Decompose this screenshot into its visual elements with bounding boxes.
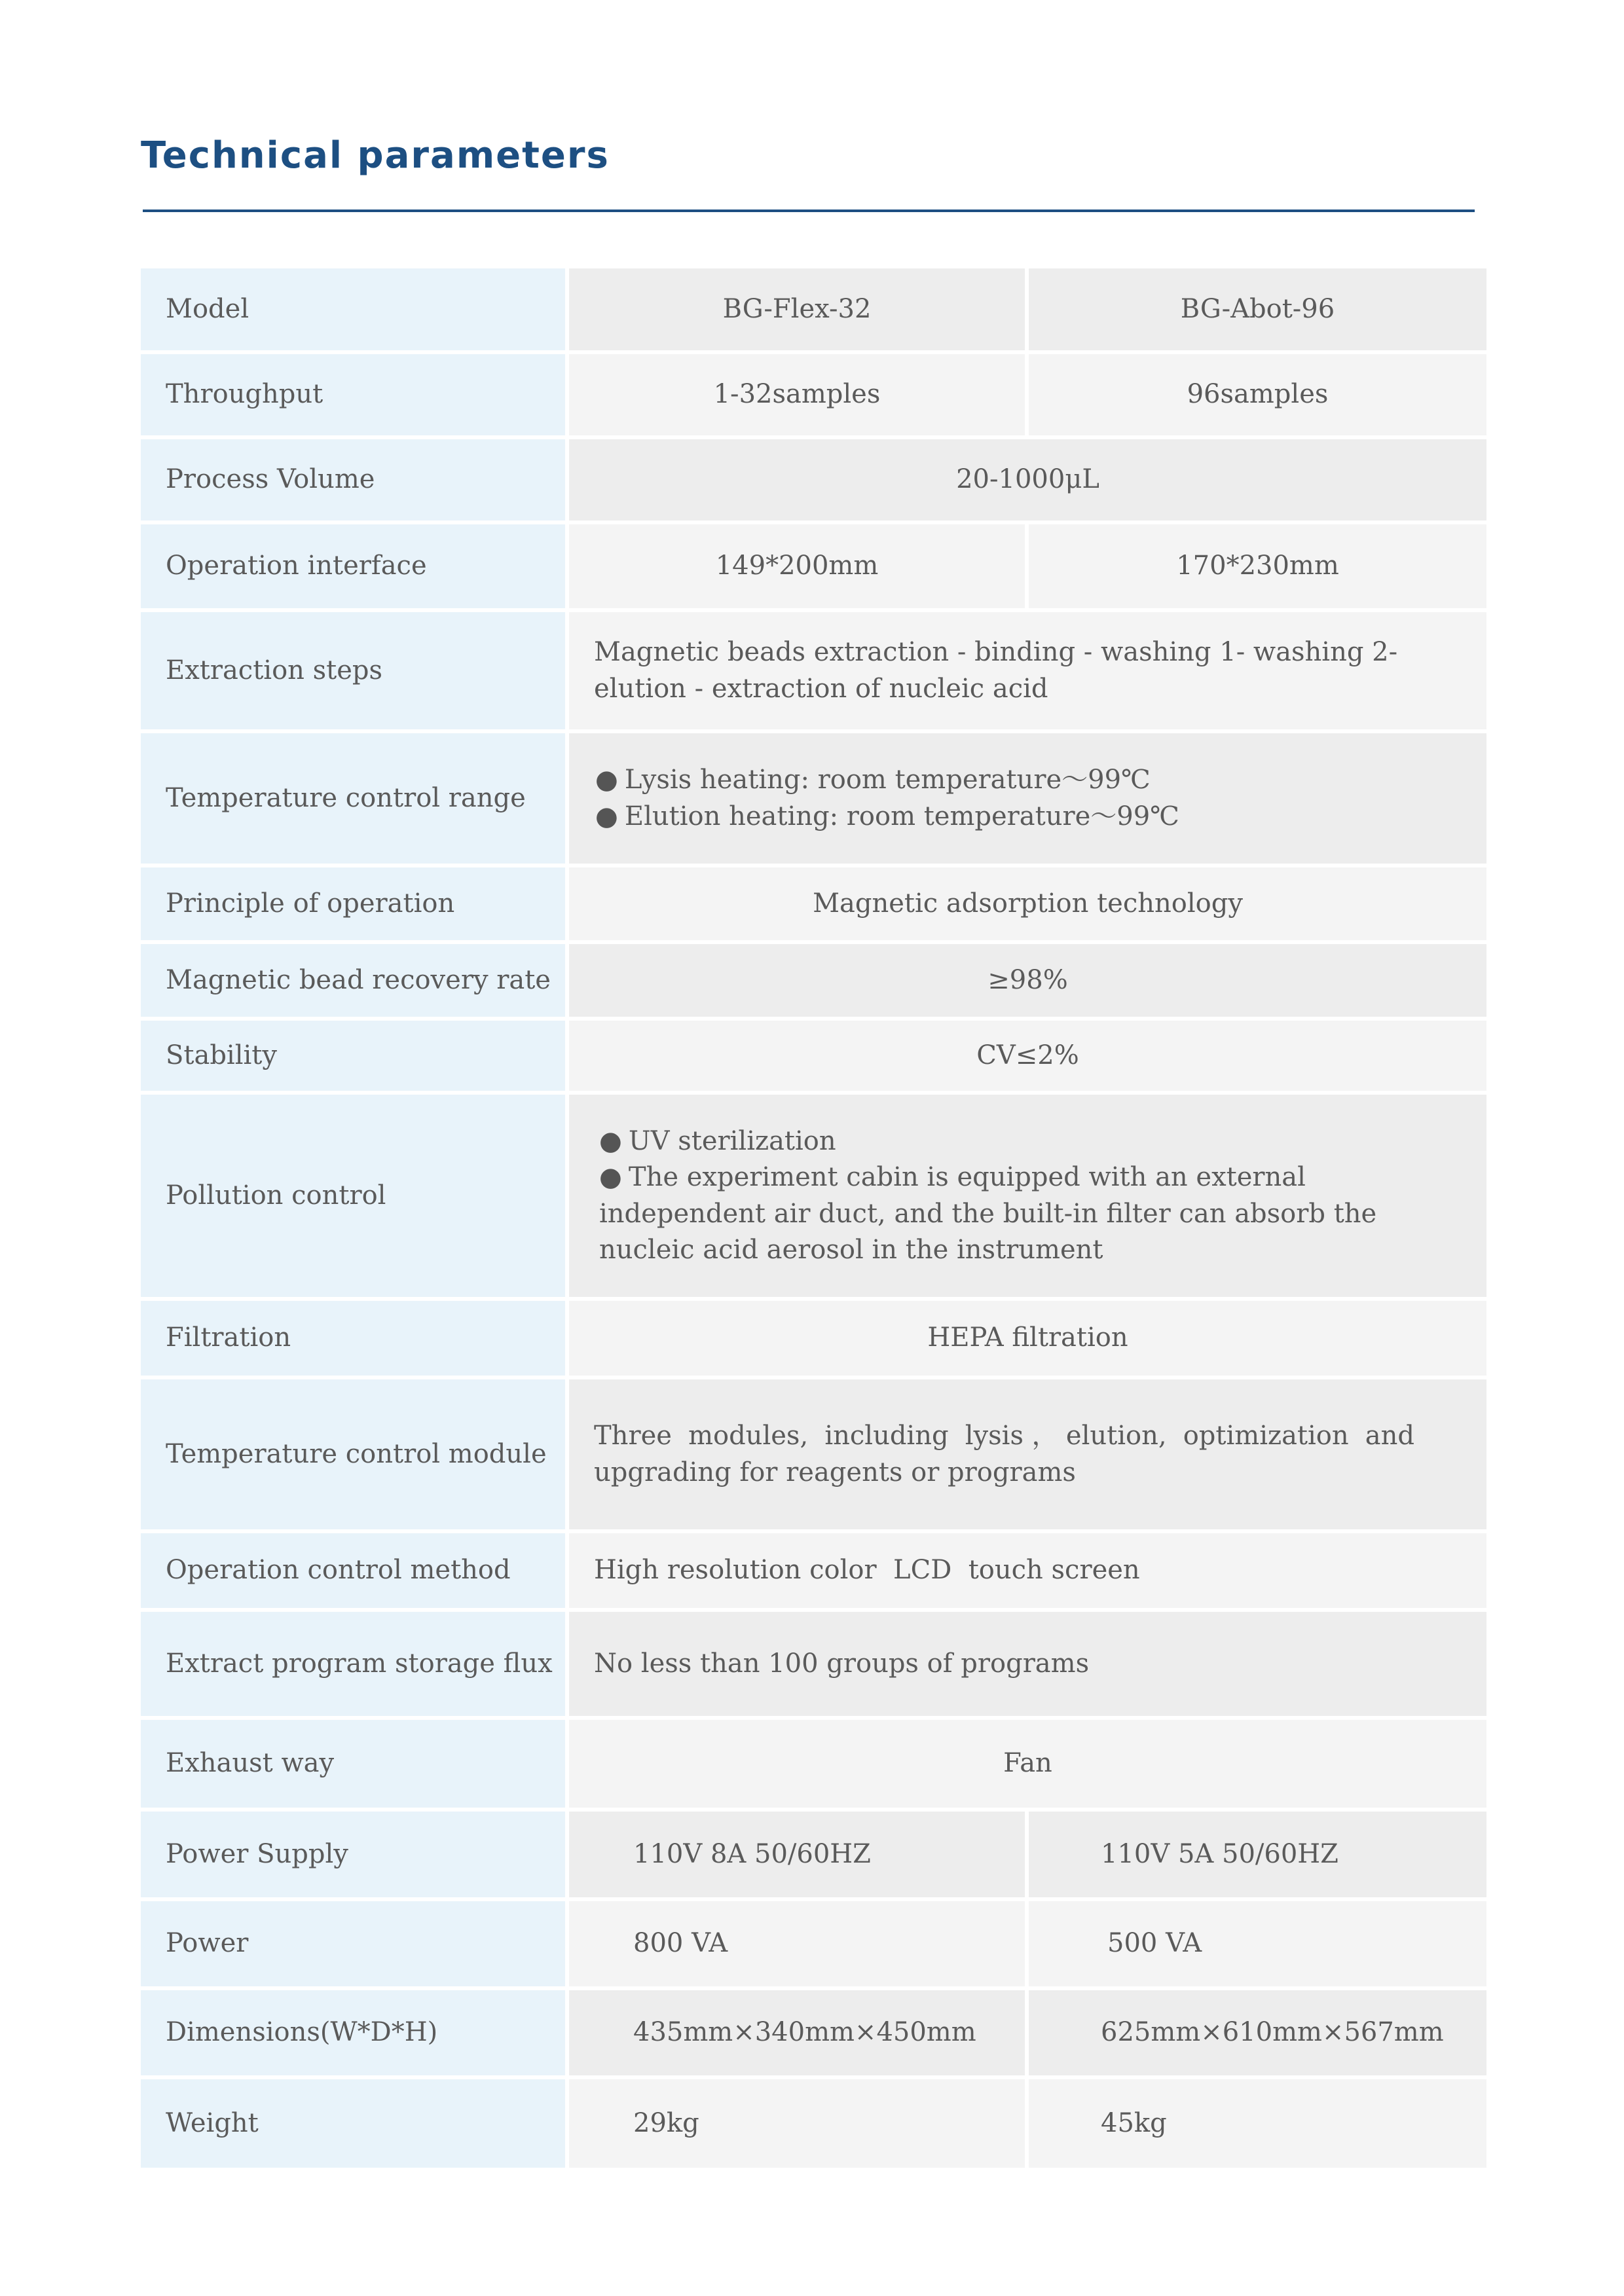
- value-cell-shared: [569, 733, 1486, 867]
- value-cell-bg-flex-32: 110V 8A 50/60HZ: [569, 1812, 1025, 1901]
- value-cell-bg-flex-32: 1-32samples: [569, 354, 1025, 439]
- row-label: Temperature control range: [141, 733, 565, 867]
- row-label: Process Volume: [141, 439, 565, 524]
- bullet-icon: ●: [595, 801, 618, 831]
- list-item: ● The experiment cabin is equipped with an external independent air duct, and the built-in filter can absorb the nucleic acid aerosol in the instrument: [599, 1162, 1377, 1265]
- row-label: Temperature control module: [141, 1379, 565, 1533]
- row-label: Filtration: [141, 1301, 565, 1379]
- extraction-steps-line-2: elution - extraction of nucleic acid: [594, 673, 1048, 704]
- value-cell-shared: ≥98%: [569, 944, 1486, 1021]
- row-label: Dimensions(W*D*H): [141, 1990, 565, 2079]
- row-label: Magnetic bead recovery rate: [141, 944, 565, 1021]
- bullet-icon: ●: [599, 1162, 622, 1193]
- value-cell-shared: Magnetic adsorption technology: [569, 867, 1486, 944]
- value-cell-bg-abot-96: 500 VA: [1029, 1901, 1486, 1990]
- row-label: Extraction steps: [141, 612, 565, 733]
- value-cell-bg-flex-32: 435mm×340mm×450mm: [569, 1990, 1025, 2079]
- bullet-icon: ●: [599, 1126, 622, 1157]
- bullet-list: [569, 762, 1196, 834]
- row-label: Pollution control: [141, 1095, 565, 1301]
- row-label: Operation interface: [141, 524, 565, 612]
- row-label: Exhaust way: [141, 1720, 565, 1812]
- row-label: Extract program storage flux: [141, 1612, 565, 1720]
- value-cell-bg-flex-32: 29kg: [569, 2079, 1025, 2168]
- value-cell-bg-flex-32: 800 VA: [569, 1901, 1025, 1990]
- value-cell-bg-abot-96: 170*230mm: [1029, 524, 1486, 612]
- value-cell-bg-flex-32: 149*200mm: [569, 524, 1025, 612]
- title-divider: [143, 210, 1475, 212]
- value-cell-bg-abot-96: 96samples: [1029, 354, 1486, 439]
- technical-parameters-table: [141, 268, 1486, 2168]
- row-label: Power: [141, 1901, 565, 1990]
- row-label: Stability: [141, 1021, 565, 1095]
- value-cell-bg-flex-32: BG-Flex-32: [569, 268, 1025, 354]
- value-cell-bg-abot-96: BG-Abot-96: [1029, 268, 1486, 354]
- row-label: Operation control method: [141, 1533, 565, 1612]
- value-cell-shared: High resolution color LCD touch screen: [569, 1533, 1486, 1612]
- module-description: Three modules, including lysis，elution, optimization and upgrading for reagents or programs: [594, 1421, 1414, 1487]
- value-cell-shared: Fan: [569, 1720, 1486, 1812]
- row-label: Power Supply: [141, 1812, 565, 1901]
- value-cell-shared: 20-1000μL: [569, 439, 1486, 524]
- value-cell-shared: HEPA filtration: [569, 1301, 1486, 1379]
- bullet-list: [569, 1123, 1486, 1268]
- value-cell-shared: CV≤2%: [569, 1021, 1486, 1095]
- row-label: Model: [141, 268, 565, 354]
- value-cell-shared: [569, 612, 1486, 733]
- value-cell-bg-abot-96: 110V 5A 50/60HZ: [1029, 1812, 1486, 1901]
- value-cell-bg-abot-96: 625mm×610mm×567mm: [1029, 1990, 1486, 2079]
- list-item: ● UV sterilization: [599, 1126, 836, 1157]
- value-cell-shared: [569, 1095, 1486, 1301]
- value-cell-bg-abot-96: 45kg: [1029, 2079, 1486, 2168]
- row-label: Weight: [141, 2079, 565, 2168]
- list-item: ● Lysis heating: room temperature～99℃: [595, 765, 1151, 795]
- list-item: ● Elution heating: room temperature～99℃: [595, 801, 1179, 831]
- page-title: Technical parameters: [141, 134, 610, 177]
- value-cell-shared: No less than 100 groups of programs: [569, 1612, 1486, 1720]
- value-cell-shared: [569, 1379, 1486, 1533]
- bullet-icon: ●: [595, 765, 618, 795]
- row-label: Throughput: [141, 354, 565, 439]
- extraction-steps-line-1: Magnetic beads extraction - binding - washing 1- washing 2-: [594, 637, 1398, 668]
- row-label: Principle of operation: [141, 867, 565, 944]
